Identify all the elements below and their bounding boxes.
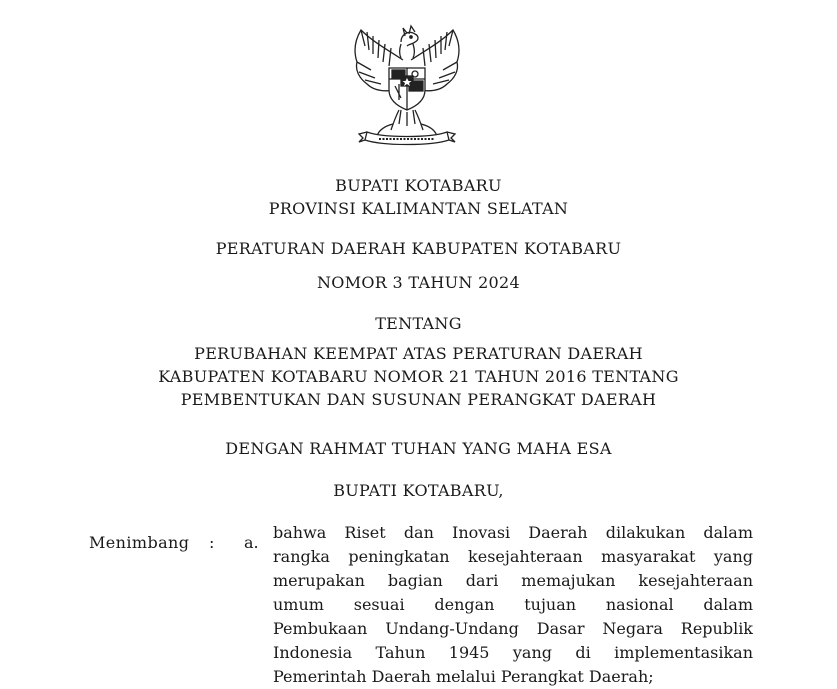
item-marker: a.	[244, 533, 259, 552]
paragraph-line: rangka peningkatan kesejahteraan masyarakat yang	[273, 547, 753, 566]
menimbang-colon: :	[209, 533, 215, 552]
paragraph-line: Pembukaan Undang-Undang Dasar Negara Republik	[273, 619, 753, 638]
subject-title-line: PEMBENTUKAN DAN SUSUNAN PERANGKAT DAERAH	[180, 390, 657, 409]
authority-line: BUPATI KOTABARU,	[333, 481, 504, 500]
paragraph-line: bahwa Riset dan Inovasi Daerah dilakukan dalam	[273, 523, 753, 542]
paragraph-line: Indonesia Tahun 1945 yang di implementasikan	[273, 643, 753, 662]
regulation-title: PERATURAN DAERAH KABUPATEN KOTABARU	[215, 239, 622, 258]
about-heading: TENTANG	[375, 314, 462, 333]
subject-title-line: KABUPATEN KOTABARU NOMOR 21 TAHUN 2016 TENTANG	[158, 367, 679, 386]
paragraph-line: Pemerintah Daerah melalui Perangkat Daerah;	[273, 667, 654, 686]
subject-title-line: PERUBAHAN KEEMPAT ATAS PERATURAN DAERAH	[194, 344, 643, 363]
regulation-number: NOMOR 3 TAHUN 2024	[316, 273, 520, 292]
garuda-pancasila-emblem-icon	[343, 20, 471, 150]
regent-title: BUPATI KOTABARU	[335, 176, 502, 195]
province-title: PROVINSI KALIMANTAN SELATAN	[268, 199, 569, 218]
paragraph-line: merupakan bagian dari memajukan kesejahteraan	[273, 571, 753, 590]
menimbang-label: Menimbang	[89, 533, 190, 552]
menimbang-item-a-paragraph	[273, 521, 753, 689]
paragraph-line: umum sesuai dengan tujuan nasional dalam	[273, 595, 753, 614]
blessing-line: DENGAN RAHMAT TUHAN YANG MAHA ESA	[225, 439, 612, 458]
